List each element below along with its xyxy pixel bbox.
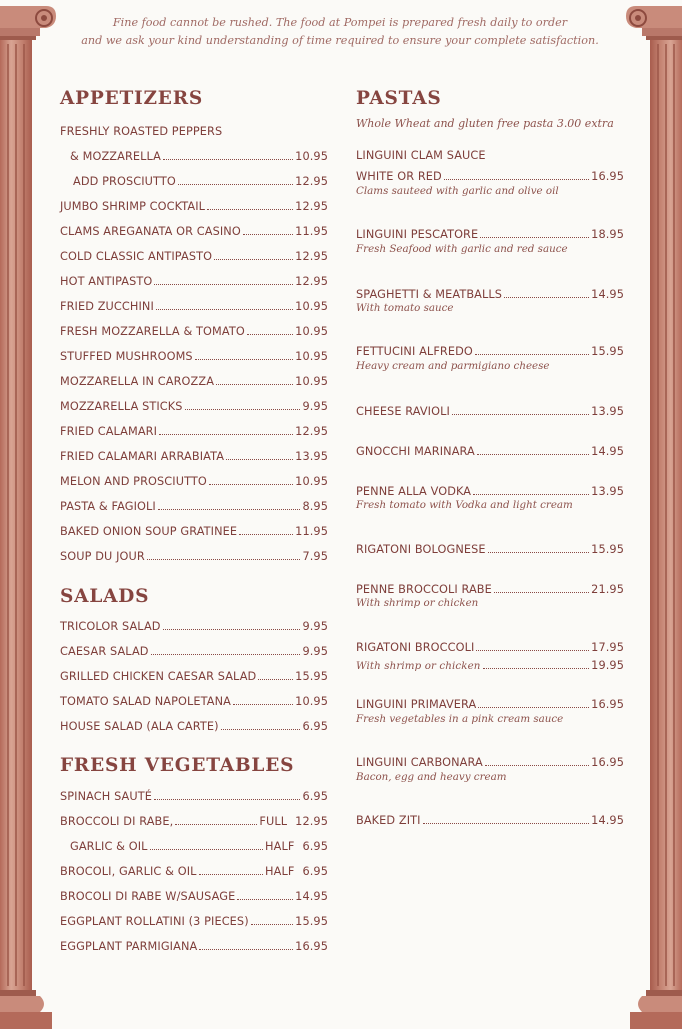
- item-price: 15.95: [295, 670, 328, 683]
- item-price: 12.95: [295, 175, 328, 188]
- leader-dots: [216, 383, 293, 385]
- item-name: PENNE BROCCOLI RABE: [356, 583, 492, 596]
- item-price: 13.95: [591, 405, 624, 418]
- item-name: EGGPLANT PARMIGIANA: [60, 940, 198, 953]
- menu-item: [60, 243, 328, 263]
- item-price: 8.95: [302, 500, 328, 513]
- item-price: 18.95: [591, 228, 624, 241]
- leader-dots: [209, 483, 293, 485]
- item-price: 10.95: [295, 375, 328, 388]
- item-price: 16.95: [591, 756, 624, 769]
- item-name: HOT ANTIPASTO: [60, 275, 153, 288]
- item-name: GRILLED CHICKEN CAESAR SALAD: [60, 670, 257, 683]
- leader-dots: [199, 948, 293, 950]
- right-column-ornament: [624, 0, 682, 1029]
- item-price: 17.95: [591, 641, 624, 654]
- item-name: BAKED ONION SOUP GRATINEE: [60, 525, 238, 538]
- menu-item: [356, 478, 624, 498]
- leader-dots: [251, 923, 293, 925]
- leader-dots: [444, 178, 589, 180]
- item-description: Fresh tomato with Vodka and light cream: [356, 499, 573, 511]
- item-name: TOMATO SALAD NAPOLETANA: [60, 695, 231, 708]
- item-price: 11.95: [295, 225, 328, 238]
- leader-dots: [154, 283, 293, 285]
- leader-dots: [452, 413, 589, 415]
- appetizers-heading: APPETIZERS: [60, 88, 204, 109]
- item-price: 10.95: [295, 300, 328, 313]
- menu-item: [60, 858, 328, 878]
- item-price: 13.95: [591, 485, 624, 498]
- menu-item: [60, 908, 328, 928]
- menu-item: [356, 576, 624, 596]
- item-name: CAESAR SALAD: [60, 645, 149, 658]
- item-price: 19.95: [591, 659, 624, 672]
- item-price: 16.95: [591, 698, 624, 711]
- item-description: Heavy cream and parmigiano cheese: [356, 360, 550, 372]
- item-name: MOZZARELLA IN CAROZZA: [60, 375, 215, 388]
- menu-item: [60, 543, 328, 563]
- menu-item: [60, 883, 328, 903]
- leader-dots: [239, 533, 293, 535]
- item-price: 6.95: [302, 720, 328, 733]
- leader-dots: [237, 898, 293, 900]
- leader-dots: [476, 649, 589, 651]
- menu-item: [356, 398, 624, 418]
- leader-dots: [163, 158, 293, 160]
- item-name: SOUP DU JOUR: [60, 550, 145, 563]
- menu-item: [60, 268, 328, 288]
- item-price: 9.95: [302, 400, 328, 413]
- salads-heading: SALADS: [60, 586, 150, 607]
- item-portion: FULL: [259, 815, 288, 828]
- item-description: Bacon, egg and heavy cream: [356, 771, 507, 783]
- menu-item: [60, 783, 328, 803]
- item-price: 15.95: [591, 345, 624, 358]
- intro-line-1: Fine food cannot be rushed. The food at Pompei is prepared fresh daily to order: [112, 16, 568, 29]
- menu-item: [356, 807, 624, 827]
- item-price: 14.95: [295, 890, 328, 903]
- item-price: 16.95: [295, 940, 328, 953]
- item-price: 15.95: [591, 543, 624, 556]
- item-price: 12.95: [295, 275, 328, 288]
- menu-item: [356, 691, 624, 711]
- leader-dots: [233, 703, 293, 705]
- item-price: 10.95: [295, 350, 328, 363]
- menu-item: [60, 393, 328, 413]
- menu-item: [60, 443, 328, 463]
- menu-item: [60, 613, 328, 633]
- leader-dots: [163, 628, 301, 630]
- menu-item: [60, 143, 328, 163]
- menu-item: [60, 518, 328, 538]
- item-price: 12.95: [295, 250, 328, 263]
- menu-item: [356, 749, 624, 769]
- item-name: PASTA & FAGIOLI: [60, 500, 156, 513]
- item-name: RIGATONI BOLOGNESE: [356, 543, 486, 556]
- item-name: MOZZARELLA STICKS: [60, 400, 183, 413]
- item-price: 14.95: [591, 814, 624, 827]
- item-name: With shrimp or chicken: [356, 660, 481, 672]
- leader-dots: [478, 706, 589, 708]
- leader-dots: [175, 823, 257, 825]
- item-price: 12.95: [295, 815, 328, 828]
- item-price: 12.95: [295, 200, 328, 213]
- item-price: 6.95: [302, 840, 328, 853]
- menu-item: [60, 118, 328, 138]
- item-price: 15.95: [295, 915, 328, 928]
- leader-dots: [154, 798, 300, 800]
- item-name: LINGUINI PESCATORE: [356, 228, 479, 241]
- left-column-ornament: [0, 0, 56, 1029]
- item-name: LINGUINI PRIMAVERA: [356, 698, 477, 711]
- item-price: 14.95: [591, 445, 624, 458]
- item-name: FRESH MOZZARELLA & TOMATO: [60, 325, 245, 338]
- item-name: COLD CLASSIC ANTIPASTO: [60, 250, 213, 263]
- menu-item: [60, 808, 328, 828]
- item-description: Fresh vegetables in a pink cream sauce: [356, 713, 564, 725]
- leader-dots: [480, 236, 589, 238]
- item-name: BROCOLI, GARLIC & OIL: [60, 865, 197, 878]
- item-price: 10.95: [295, 150, 328, 163]
- item-name: FRIED CALAMARI ARRABIATA: [60, 450, 225, 463]
- pasta-note: Whole Wheat and gluten free pasta 3.00 extra: [356, 117, 614, 130]
- leader-dots: [150, 848, 263, 850]
- item-price: 16.95: [591, 170, 624, 183]
- menu-item: [60, 933, 328, 953]
- menu-item: [356, 438, 624, 458]
- menu-item: [356, 221, 624, 241]
- item-price: 14.95: [591, 288, 624, 301]
- item-name: EGGPLANT ROLLATINI (3 PIECES): [60, 915, 249, 928]
- leader-dots: [207, 208, 293, 210]
- leader-dots: [258, 678, 293, 680]
- leader-dots: [494, 591, 589, 593]
- item-price: 12.95: [295, 425, 328, 438]
- item-price: 21.95: [591, 583, 624, 596]
- menu-item: [60, 318, 328, 338]
- leader-dots: [159, 433, 293, 435]
- item-name: HOUSE SALAD (ALA CARTE): [60, 720, 219, 733]
- item-name: FRIED ZUCCHINI: [60, 300, 154, 313]
- vegetables-heading: FRESH VEGETABLES: [60, 755, 295, 776]
- menu-item: [356, 281, 624, 301]
- item-price: 13.95: [295, 450, 328, 463]
- item-name: WHITE OR RED: [356, 170, 442, 183]
- item-name: RIGATONI BROCCOLI: [356, 641, 475, 654]
- item-name: & MOZZARELLA: [70, 150, 162, 163]
- menu-item: [60, 663, 328, 683]
- item-name: SPAGHETTI & MEATBALLS: [356, 288, 503, 301]
- item-name: FRESHLY ROASTED PEPPERS: [60, 125, 223, 138]
- item-name: SPINACH SAUTÉ: [60, 790, 152, 803]
- item-name: TRICOLOR SALAD: [60, 620, 161, 633]
- menu-item: [60, 418, 328, 438]
- item-price: 9.95: [302, 620, 328, 633]
- leader-dots: [158, 508, 301, 510]
- leader-dots: [477, 453, 589, 455]
- item-description: With shrimp or chicken: [356, 597, 479, 609]
- item-name: ADD PROSCIUTTO: [73, 175, 176, 188]
- menu-item: [60, 368, 328, 388]
- item-name: JUMBO SHRIMP COCKTAIL: [60, 200, 206, 213]
- item-name: BROCCOLI DI RABE,: [60, 815, 174, 828]
- menu-item: [60, 468, 328, 488]
- menu-item: [60, 343, 328, 363]
- item-name: PENNE ALLA VODKA: [356, 485, 472, 498]
- leader-dots: [475, 353, 589, 355]
- leader-dots: [156, 308, 293, 310]
- item-portion: HALF: [265, 840, 295, 853]
- leader-dots: [473, 493, 589, 495]
- item-name: FETTUCINI ALFREDO: [356, 345, 473, 358]
- menu-item: [60, 193, 328, 213]
- leader-dots: [504, 296, 589, 298]
- intro-note: [60, 14, 620, 50]
- menu-item: [356, 338, 624, 358]
- menu-item: [356, 142, 624, 162]
- leader-dots: [423, 822, 590, 824]
- item-name: LINGUINI CARBONARA: [356, 756, 483, 769]
- leader-dots: [214, 258, 293, 260]
- item-price: 9.95: [302, 645, 328, 658]
- item-price: 7.95: [302, 550, 328, 563]
- menu-item-variant: [356, 652, 624, 672]
- leader-dots: [221, 728, 301, 730]
- menu-item: [356, 536, 624, 556]
- leader-dots: [243, 233, 293, 235]
- leader-dots: [185, 408, 301, 410]
- menu-item: [60, 688, 328, 708]
- item-name: BAKED ZITI: [356, 814, 421, 827]
- pastas-heading: PASTAS: [356, 88, 442, 109]
- menu-item: [60, 218, 328, 238]
- menu-item: [60, 293, 328, 313]
- menu-item: [356, 634, 624, 654]
- leader-dots: [226, 458, 293, 460]
- item-name: LINGUINI CLAM SAUCE: [356, 149, 486, 162]
- item-name: GARLIC & OIL: [70, 840, 148, 853]
- item-name: FRIED CALAMARI: [60, 425, 158, 438]
- leader-dots: [485, 764, 589, 766]
- leader-dots: [247, 333, 293, 335]
- menu-item: [60, 713, 328, 733]
- item-description: Fresh Seafood with garlic and red sauce: [356, 243, 568, 255]
- menu-item: [60, 493, 328, 513]
- item-name: MELON AND PROSCIUTTO: [60, 475, 207, 488]
- item-price: 10.95: [295, 475, 328, 488]
- leader-dots: [147, 558, 301, 560]
- item-name: STUFFED MUSHROOMS: [60, 350, 193, 363]
- item-price: 11.95: [295, 525, 328, 538]
- item-name: CHEESE RAVIOLI: [356, 405, 450, 418]
- leader-dots: [488, 551, 590, 553]
- leader-dots: [178, 183, 293, 185]
- menu-item: [60, 638, 328, 658]
- intro-line-2: and we ask your kind understanding of time required to ensure your complete satisfaction.: [81, 34, 599, 47]
- leader-dots: [195, 358, 293, 360]
- menu-item: [60, 833, 328, 853]
- item-price: 6.95: [302, 790, 328, 803]
- item-description: With tomato sauce: [356, 302, 454, 314]
- leader-dots: [199, 873, 263, 875]
- leader-dots: [151, 653, 301, 655]
- menu-item: [60, 168, 328, 188]
- item-price: 6.95: [302, 865, 328, 878]
- item-description: Clams sauteed with garlic and olive oil: [356, 185, 559, 197]
- item-name: CLAMS AREGANATA OR CASINO: [60, 225, 241, 238]
- item-portion: HALF: [265, 865, 295, 878]
- menu-item: [356, 163, 624, 183]
- item-price: 10.95: [295, 325, 328, 338]
- item-name: GNOCCHI MARINARA: [356, 445, 475, 458]
- item-name: BROCOLI DI RABE W/SAUSAGE: [60, 890, 236, 903]
- leader-dots: [483, 667, 590, 669]
- item-price: 10.95: [295, 695, 328, 708]
